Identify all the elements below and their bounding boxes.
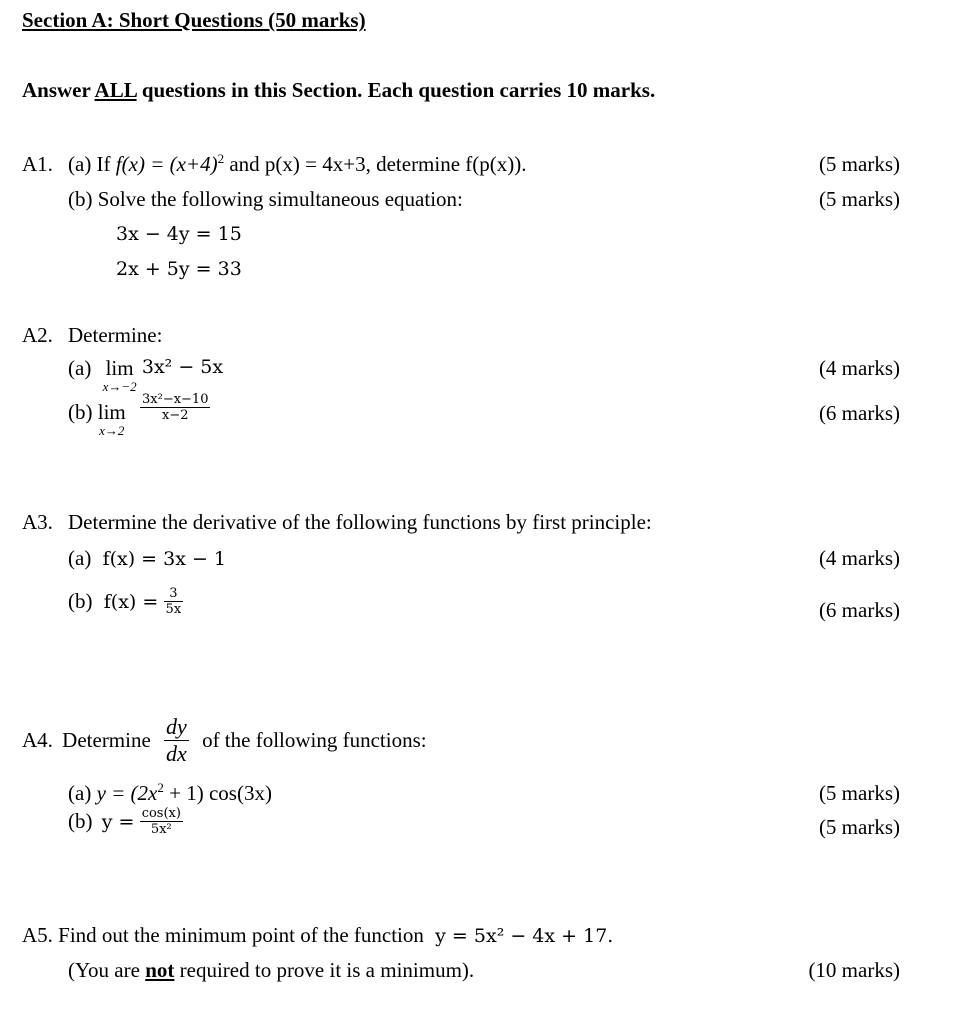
a2-b-frac (140, 392, 210, 423)
a4-b-marks: (5 marks) (818, 815, 900, 839)
a4-a-expr-1: y = (2x (96, 781, 158, 805)
a5-note-not: not (145, 958, 175, 982)
a1-label: A1. (22, 152, 53, 176)
a2-b-label: (b) (68, 400, 93, 424)
a1-a-exp: 2 (217, 151, 225, 166)
a5-question (22, 923, 613, 948)
a4-heading-post: of the following functions: (202, 728, 427, 752)
instructions-post: questions in this Section. Each question carries 10 marks. (136, 78, 656, 102)
a3-b-label: (b) (68, 589, 93, 613)
a3-part-a (68, 546, 226, 571)
a4-part-b (68, 806, 183, 837)
a4-label: A4. (22, 728, 53, 752)
a1-a-marks: (5 marks) (818, 152, 900, 176)
a2-a-limit (103, 356, 137, 395)
a3-label: A3. (22, 510, 53, 534)
a2-a-lim-sub: x→−2 (102, 379, 137, 394)
a3-part-b (68, 586, 183, 617)
a2-b-numerator: 3x²−x−10 (142, 392, 209, 407)
a1-part-b: (b) Solve the following simultaneous equation: (68, 187, 463, 211)
a4-b-label: (b) (68, 809, 93, 833)
a4-a-marks: (5 marks) (818, 781, 900, 805)
a2-label: A2. (22, 323, 53, 347)
a4-b-lhs: y = (101, 810, 135, 833)
a2-b-lim-word: lim (97, 400, 126, 424)
a5-text: A5. Find out the minimum point of the function (22, 923, 424, 947)
a4-b-frac (140, 806, 183, 837)
a2-a-marks: (4 marks) (818, 356, 900, 380)
a4-a-expr-2: + 1) cos(3x) (163, 781, 272, 805)
a1-b-marks: (5 marks) (818, 187, 900, 211)
a3-b-numerator: 3 (164, 586, 184, 602)
instructions-all: ALL (94, 78, 137, 102)
a4-part-a (68, 781, 272, 806)
a2-a-expression: 3x² − 5x (141, 356, 224, 378)
a3-a-expression: f(x) = 3x − 1 (102, 548, 227, 570)
a2-a-label: (a) (68, 356, 92, 380)
a3-a-label: (a) (68, 546, 92, 570)
a3-a-marks: (4 marks) (818, 546, 900, 570)
a4-heading-pre: Determine (62, 728, 151, 752)
a2-heading: Determine: (68, 323, 163, 347)
a2-a-lim-word: lim (105, 356, 134, 380)
a1-a-text-1: f(x) = (x+4) (115, 152, 218, 176)
a5-note-pre: (You are (68, 958, 146, 982)
a1-equation-2: 2x + 5y = 33 (116, 258, 242, 280)
a5-note-post: required to prove it is a minimum). (174, 958, 475, 982)
a2-b-fraction (140, 392, 210, 423)
a2-b-denominator: x−2 (161, 408, 189, 423)
a2-part-a (68, 356, 223, 395)
a4-a-label: (a) (68, 781, 92, 805)
a3-b-denominator: 5x (165, 602, 182, 617)
a2-b-limit (98, 400, 126, 439)
a4-dydx (164, 714, 189, 767)
a3-b-lhs: f(x) = (103, 590, 159, 613)
a1-a-text-2: and p(x) = 4x+3, determine f(p(x)). (224, 152, 527, 176)
a4-dx: dx (166, 741, 187, 766)
a4-b-numerator: cos(x) (141, 806, 181, 821)
instructions (22, 78, 655, 103)
a1-a-label: (a) If (68, 152, 111, 176)
a2-part-b (68, 400, 126, 439)
a4-dy: dy (166, 714, 187, 739)
a5-marks: (10 marks) (808, 958, 900, 982)
section-title: Section A: Short Questions (50 marks) (22, 8, 366, 32)
a4-a-exp: 2 (157, 780, 164, 795)
a2-b-marks: (6 marks) (818, 401, 900, 425)
a3-b-marks: (6 marks) (818, 598, 900, 622)
a1-equation-1: 3x − 4y = 15 (116, 223, 242, 245)
a5-note (68, 958, 474, 983)
a1-part-a (68, 152, 527, 177)
a3-heading: Determine the derivative of the following functions by first principle: (68, 510, 652, 534)
a5-expression: y = 5x² − 4x + 17. (435, 925, 614, 947)
a4-b-denominator: 5x² (150, 822, 172, 837)
instructions-pre: Answer (22, 78, 95, 102)
a4-heading (22, 714, 427, 767)
a2-b-lim-sub: x→2 (99, 423, 125, 438)
a3-b-frac (164, 586, 184, 617)
